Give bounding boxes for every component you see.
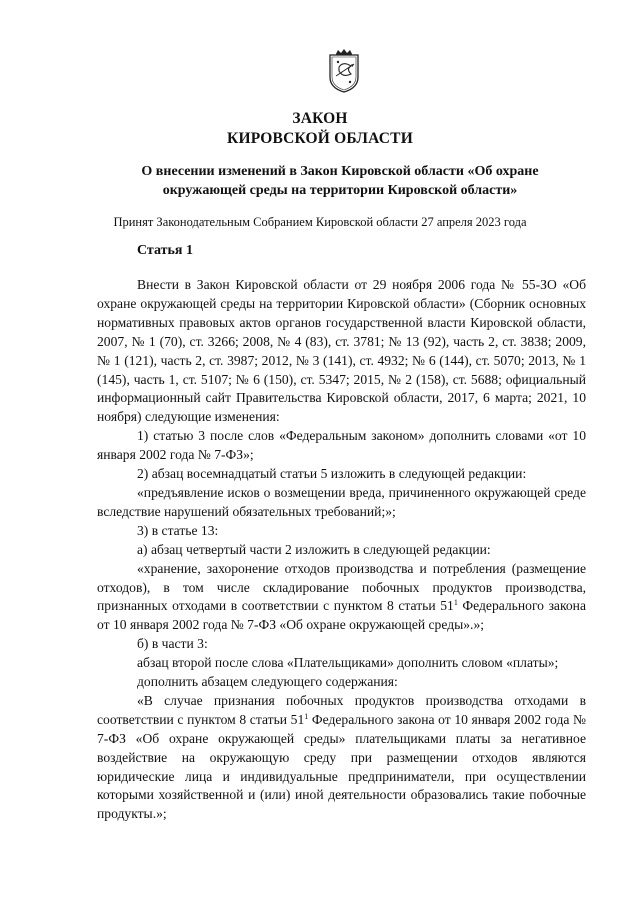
paragraph: 1) статью 3 после слов «Федеральным законом» дополнить словами «от 10 января 2002 года № 7-ФЗ»; [97,428,586,463]
coat-of-arms-icon [327,47,361,93]
paragraph: 2) абзац восемнадцатый статьи 5 изложить в следующей редакции: [137,466,527,482]
paragraph-text: «хранение, захоронение отходов производства и потребления (размещение отходов), в том числе складирование побочных продуктов производства, признанных отходами в соответствии с пунктом 8 статьи 51 [97,560,586,614]
paragraph: Внести в Закон Кировской области от 29 ноября 2006 года № 55-ЗО «Об охране окружающей среды на территории Кировской области» (Сборник основных нормативных правовых актов органов государственной власти Кировской области, 2007, № 1 (70), ст. 3266; 2008, № 4 (83), ст. 3781; № 13 (92), часть 2, ст. 3838; 2009, № 1 (121), часть 2, ст. 3987; 2012, № 3 (141), ст. 4932; № 6 (144), ст. 5070; 2013, № 1 (145), часть 1, ст. 5107; № 6 (150), ст. 5347; 2015, № 2 (158), ст. 5688; официальный информационный сайт Правительства Кировской области, 2017, 6 марта; 2021, 10 ноября) следующие изменения: [97,277,586,425]
paragraph: дополнить абзацем следующего содержания: [137,674,398,690]
paragraph: абзац второй после слова «Плательщиками» дополнить словом «платы»; [137,655,559,671]
paragraph-text: Федерального закона от 10 января 2002 года № 7-ФЗ «Об охране окружающей среды».»; [97,598,586,633]
paragraph: 3) в статье 13: [137,522,219,538]
paragraph: а) абзац четвертый части 2 изложить в следующей редакции: [137,541,491,557]
paragraph-text: «В случае признания побочных продуктов производства отходами в соответствии с пунктом 8 статьи 51 [97,692,586,727]
paragraph [97,692,586,824]
paragraph [97,560,586,636]
article-heading: Статья 1 [137,243,193,258]
law-title: ЗАКОН [292,110,348,127]
paragraph: «предъявление исков о возмещении вреда, причиненного окружающей среде вследствие нарушений обязательных требований;»; [97,484,586,519]
superscript: 1 [453,598,458,608]
adoption-note: Принят Законодательным Собранием Кировской области 27 апреля 2023 года [113,215,527,229]
law-subject: О внесении изменений в Закон Кировской области «Об охране окружающей среды на территории Кировской области» [141,164,539,198]
article-body [97,276,586,824]
paragraph-text: Федерального закона от 10 января 2002 года № 7-ФЗ «Об охране окружающей среды» плательщиками платы за негативное воздействие на окружающую среду при размещении отходов являются юридические лица и индивидуальные предприниматели, при осуществлении которыми хозяйственной и (или) иной деятельности образовались такие побочные продукты.»; [97,711,586,822]
paragraph: б) в части 3: [137,636,208,652]
law-region: КИРОВСКОЙ ОБЛАСТИ [227,130,413,147]
superscript: 1 [304,711,309,721]
